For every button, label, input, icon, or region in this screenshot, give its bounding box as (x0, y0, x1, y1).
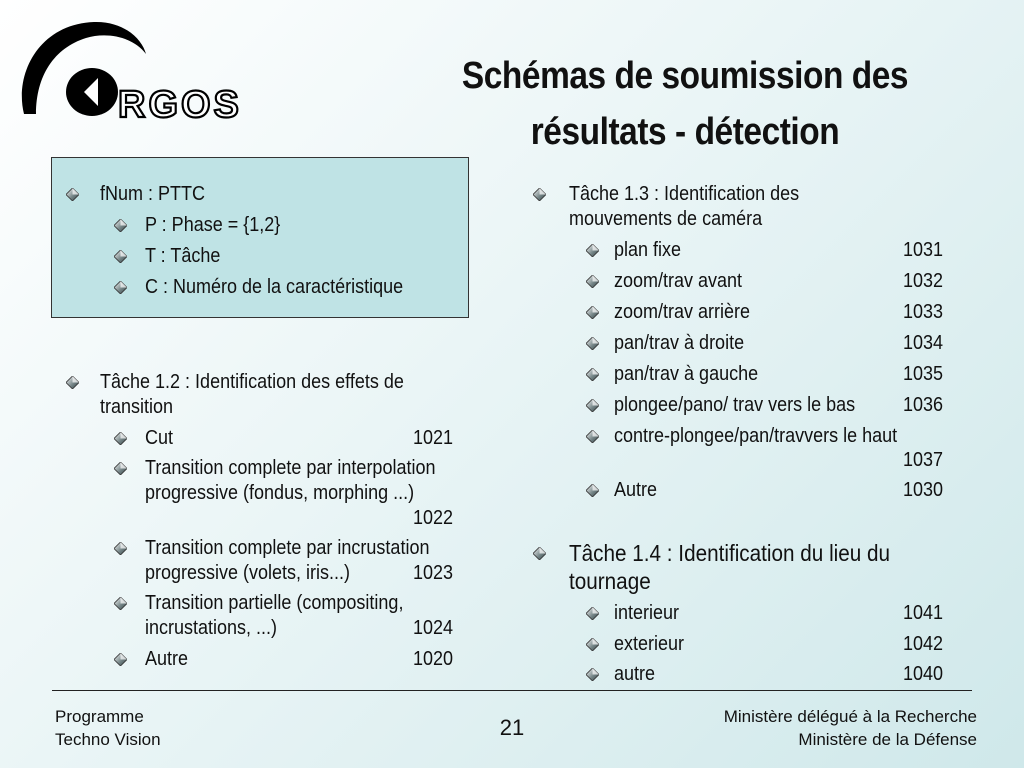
definition-item-number: C : Numéro de la caractéristique (145, 276, 404, 298)
task13-item-label: plongee/pano/ trav vers le bas (614, 394, 856, 416)
bullet-icon (114, 250, 127, 263)
task13-item-label: zoom/trav arrière (614, 301, 751, 323)
task12-item-label: Cut (145, 427, 174, 449)
task13-item-label: contre-plongee/pan/travvers le haut (614, 425, 898, 447)
bullet-icon (114, 462, 127, 475)
bullet-icon (114, 432, 127, 445)
task12-item-label: Transition complete par interpolation (145, 457, 436, 479)
definition-main: fNum : PTTC (100, 183, 206, 205)
task12-header-2: transition (100, 396, 174, 418)
task13-item-code: 1033 (903, 301, 944, 323)
task12-item-label-2: progressive (fondus, morphing ...) (145, 482, 415, 504)
task13-item-code: 1030 (903, 479, 944, 501)
bullet-icon (66, 376, 79, 389)
bullet-icon (586, 368, 599, 381)
task14-item-label: exterieur (614, 633, 685, 655)
task12-item-code: 1020 (413, 648, 454, 670)
task13-item-code: 1032 (903, 270, 944, 292)
task12-header-1: Tâche 1.2 : Identification des effets de (100, 371, 404, 393)
task12-item-code: 1022 (413, 507, 454, 529)
task13-item-label: pan/trav à gauche (614, 363, 759, 385)
bullet-icon (533, 188, 546, 201)
bullet-icon (586, 668, 599, 681)
task13-item-code: 1035 (903, 363, 944, 385)
task13-item-code: 1034 (903, 332, 944, 354)
bullet-icon (66, 188, 79, 201)
footer-divider (52, 690, 972, 691)
task13-item-label: plan fixe (614, 239, 682, 261)
page-number: 21 (499, 715, 525, 740)
task13-header-2: mouvements de caméra (569, 208, 763, 230)
task14-header-1: Tâche 1.4 : Identification du lieu du (569, 540, 891, 566)
argos-logo-graphic (14, 14, 284, 134)
argos-logo (14, 14, 284, 134)
task13-item-label: pan/trav à droite (614, 332, 745, 354)
task14-item-code: 1042 (903, 633, 944, 655)
bullet-icon (586, 399, 599, 412)
task13-item-code: 1037 (903, 449, 944, 471)
task13-item-code: 1036 (903, 394, 944, 416)
bullet-icon (586, 337, 599, 350)
task12-item-label: Transition complete par incrustation (145, 537, 430, 559)
task13-item-label: zoom/trav avant (614, 270, 743, 292)
bullet-icon (586, 430, 599, 443)
footer-right-line-2: Ministère de la Défense (798, 730, 977, 749)
task12-item-code: 1023 (413, 562, 454, 584)
bullet-icon (114, 653, 127, 666)
bullet-icon (586, 306, 599, 319)
definition-item-phase: P : Phase = {1,2} (145, 214, 281, 236)
bullet-icon (586, 484, 599, 497)
task14-header-2: tournage (569, 568, 651, 594)
page-title (434, 48, 936, 160)
task13-item-label: Autre (614, 479, 658, 501)
footer-right-line-1: Ministère délégué à la Recherche (723, 707, 977, 726)
title-line-2: résultats - détection (530, 111, 840, 153)
bullet-icon (533, 547, 546, 560)
bullet-icon (586, 638, 599, 651)
bullet-icon (586, 275, 599, 288)
task12-item-label: Transition partielle (compositing, (145, 592, 404, 614)
task12-item-label: Autre (145, 648, 189, 670)
title-line-1: Schémas de soumission des (461, 55, 909, 97)
task14-item-code: 1041 (903, 602, 944, 624)
footer-left-line-1: Programme (55, 707, 144, 726)
task12-item-code: 1024 (413, 617, 454, 639)
task13-item-code: 1031 (903, 239, 944, 261)
task14-item-label: interieur (614, 602, 680, 624)
definition-item-task: T : Tâche (145, 245, 221, 267)
bullet-icon (114, 597, 127, 610)
footer-left-line-2: Techno Vision (55, 730, 161, 749)
task14-item-label: autre (614, 663, 656, 685)
logo-text: RGOS (118, 84, 242, 126)
bullet-icon (114, 542, 127, 555)
task12-item-code: 1021 (413, 427, 454, 449)
task13-header-1: Tâche 1.3 : Identification des (569, 183, 800, 205)
bullet-icon (114, 219, 127, 232)
task12-item-label-2: progressive (volets, iris...) (145, 562, 351, 584)
task14-item-code: 1040 (903, 663, 944, 685)
bullet-icon (114, 281, 127, 294)
bullet-icon (586, 244, 599, 257)
task12-item-label-2: incrustations, ...) (145, 617, 278, 639)
bullet-icon (586, 607, 599, 620)
